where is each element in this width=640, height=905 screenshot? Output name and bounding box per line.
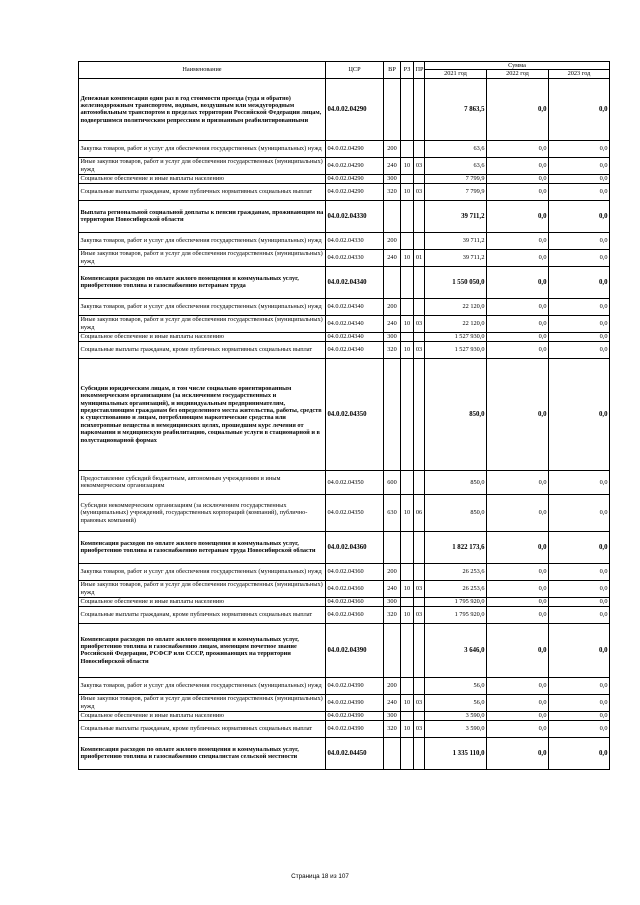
cell-sum-2022: 0,0 [487, 623, 549, 677]
cell-pr [414, 623, 425, 677]
cell-vr: 200 [384, 563, 401, 580]
cell-csr: 04.0.02.04340 [326, 315, 384, 332]
cell-pr: 03 [414, 157, 425, 174]
cell-vr [384, 623, 401, 677]
cell-csr: 04.0.02.04390 [326, 694, 384, 711]
cell-pr: 03 [414, 183, 425, 200]
cell-name: Социальные выплаты гражданам, кроме публичных нормативных социальных выплат [79, 606, 326, 623]
cell-sum-2023: 0,0 [549, 183, 610, 200]
budget-table [78, 61, 610, 770]
cell-sum-2021: 26 253,6 [425, 580, 487, 597]
cell-sum-2023: 0,0 [549, 332, 610, 341]
cell-rz [401, 470, 414, 494]
cell-sum-2021: 1 527 930,0 [425, 341, 487, 358]
table-row [79, 332, 610, 341]
cell-csr: 04.0.02.04330 [326, 249, 384, 266]
cell-rz: 10 [401, 249, 414, 266]
cell-rz: 10 [401, 606, 414, 623]
cell-sum-2023: 0,0 [549, 694, 610, 711]
header-2023: 2023 год [549, 70, 610, 78]
header-rz: РЗ [401, 62, 414, 79]
header-csr: ЦСР [326, 62, 384, 79]
cell-sum-2023: 0,0 [549, 358, 610, 470]
cell-name: Компенсация расходов по оплате жилого помещения и коммунальных услуг, приобретению топлива и газоснабжению ветеранам труда Новосибирской области [79, 531, 326, 563]
cell-sum-2021: 1 550 050,0 [425, 266, 487, 298]
cell-vr: 320 [384, 183, 401, 200]
cell-vr: 240 [384, 157, 401, 174]
cell-vr: 320 [384, 606, 401, 623]
cell-sum-2022: 0,0 [487, 711, 549, 720]
cell-sum-2023: 0,0 [549, 200, 610, 232]
table-row [79, 623, 610, 677]
cell-csr: 04.0.02.04290 [326, 78, 384, 140]
cell-sum-2022: 0,0 [487, 358, 549, 470]
cell-vr [384, 78, 401, 140]
cell-vr: 240 [384, 315, 401, 332]
cell-vr: 240 [384, 694, 401, 711]
cell-csr: 04.0.02.04350 [326, 494, 384, 531]
cell-csr: 04.0.02.04390 [326, 720, 384, 737]
cell-rz [401, 531, 414, 563]
cell-sum-2023: 0,0 [549, 580, 610, 597]
cell-pr [414, 332, 425, 341]
cell-sum-2022: 0,0 [487, 232, 549, 249]
table-row [79, 140, 610, 157]
cell-name: Субсидии некоммерческим организациям (за исключением государственных (муниципальных) учреждений, государственных корпораций (компаний), публично-правовых компаний) [79, 494, 326, 531]
cell-sum-2022: 0,0 [487, 249, 549, 266]
cell-sum-2021: 22 120,0 [425, 298, 487, 315]
cell-name: Закупка товаров, работ и услуг для обеспечения государственных (муниципальных) нужд [79, 298, 326, 315]
cell-sum-2021: 39 711,2 [425, 249, 487, 266]
cell-pr [414, 200, 425, 232]
cell-sum-2023: 0,0 [549, 78, 610, 140]
cell-sum-2023: 0,0 [549, 623, 610, 677]
cell-vr [384, 266, 401, 298]
cell-sum-2023: 0,0 [549, 298, 610, 315]
cell-sum-2021: 22 120,0 [425, 315, 487, 332]
cell-name: Социальные выплаты гражданам, кроме публичных нормативных социальных выплат [79, 183, 326, 200]
header-sum: Сумма [425, 62, 610, 70]
cell-pr [414, 597, 425, 606]
cell-sum-2022: 0,0 [487, 315, 549, 332]
header-vr: ВР [384, 62, 401, 79]
cell-pr: 03 [414, 341, 425, 358]
cell-pr [414, 78, 425, 140]
cell-sum-2021: 850,0 [425, 470, 487, 494]
cell-sum-2022: 0,0 [487, 580, 549, 597]
cell-sum-2021: 7 799,9 [425, 183, 487, 200]
cell-sum-2023: 0,0 [549, 677, 610, 694]
cell-rz: 10 [401, 157, 414, 174]
cell-pr: 01 [414, 249, 425, 266]
cell-name: Социальное обеспечение и иные выплаты населению [79, 711, 326, 720]
cell-csr: 04.0.02.04390 [326, 623, 384, 677]
table-row [79, 580, 610, 597]
table-row [79, 249, 610, 266]
cell-rz: 10 [401, 580, 414, 597]
cell-csr: 04.0.02.04350 [326, 358, 384, 470]
cell-name: Иные закупки товаров, работ и услуг для обеспечения государственных (муниципальных) нужд [79, 249, 326, 266]
table-row [79, 266, 610, 298]
cell-rz [401, 358, 414, 470]
cell-rz: 10 [401, 315, 414, 332]
cell-sum-2023: 0,0 [549, 720, 610, 737]
page-number: Страница 18 из 107 [291, 873, 349, 880]
table-body [79, 78, 610, 769]
cell-vr: 300 [384, 174, 401, 183]
cell-pr: 03 [414, 580, 425, 597]
cell-sum-2021: 39 711,2 [425, 232, 487, 249]
cell-sum-2023: 0,0 [549, 232, 610, 249]
cell-csr: 04.0.02.04290 [326, 157, 384, 174]
cell-sum-2021: 1 795 920,0 [425, 597, 487, 606]
cell-sum-2021: 39 711,2 [425, 200, 487, 232]
cell-sum-2021: 63,6 [425, 157, 487, 174]
cell-csr: 04.0.02.04290 [326, 140, 384, 157]
cell-rz [401, 174, 414, 183]
cell-pr [414, 174, 425, 183]
header-name: Наименование [79, 62, 326, 79]
cell-sum-2021: 56,0 [425, 677, 487, 694]
table-row [79, 711, 610, 720]
cell-sum-2022: 0,0 [487, 494, 549, 531]
cell-sum-2021: 56,0 [425, 694, 487, 711]
table-row [79, 694, 610, 711]
table-row [79, 563, 610, 580]
cell-rz [401, 623, 414, 677]
cell-sum-2022: 0,0 [487, 140, 549, 157]
cell-name: Компенсация расходов по оплате жилого помещения и коммунальных услуг, приобретению топлива и газоснабжению специалистам сельской местности [79, 737, 326, 769]
cell-sum-2023: 0,0 [549, 711, 610, 720]
cell-csr: 04.0.02.04360 [326, 597, 384, 606]
cell-rz [401, 737, 414, 769]
cell-sum-2022: 0,0 [487, 332, 549, 341]
cell-sum-2021: 850,0 [425, 494, 487, 531]
cell-csr: 04.0.02.04390 [326, 677, 384, 694]
cell-vr [384, 531, 401, 563]
cell-name: Иные закупки товаров, работ и услуг для обеспечения государственных (муниципальных) нужд [79, 580, 326, 597]
cell-name: Закупка товаров, работ и услуг для обеспечения государственных (муниципальных) нужд [79, 563, 326, 580]
cell-sum-2023: 0,0 [549, 315, 610, 332]
cell-pr [414, 563, 425, 580]
cell-sum-2021: 63,6 [425, 140, 487, 157]
table-row [79, 232, 610, 249]
cell-name: Субсидии юридическим лицам, в том числе социально ориентированным некоммерческим организациям (за исключением государственных и муниципальных организаций), и индивидуальным предпринимателям, предоставляющим гражданам без определенного места жительства, работы, средств к существованию и лицам, потребляющим наркотические средства или психотропные вещества в немедицинских целях, прошедшим курс лечения от наркомании и медицинскую реабилитацию, социальные услуги в стационарной и в полустационарной формах [79, 358, 326, 470]
cell-sum-2021: 1 527 930,0 [425, 332, 487, 341]
cell-sum-2021: 3 590,0 [425, 711, 487, 720]
cell-csr: 04.0.02.04450 [326, 737, 384, 769]
cell-sum-2022: 0,0 [487, 531, 549, 563]
table-row [79, 531, 610, 563]
cell-csr: 04.0.02.04360 [326, 580, 384, 597]
cell-sum-2022: 0,0 [487, 677, 549, 694]
cell-name: Выплата региональной социальной доплаты к пенсии гражданам, проживающим на территории Новосибирской области [79, 200, 326, 232]
cell-pr [414, 358, 425, 470]
cell-csr: 04.0.02.04360 [326, 606, 384, 623]
cell-sum-2022: 0,0 [487, 470, 549, 494]
cell-rz: 10 [401, 720, 414, 737]
cell-sum-2023: 0,0 [549, 563, 610, 580]
cell-sum-2021: 26 253,6 [425, 563, 487, 580]
cell-sum-2021: 1 795 920,0 [425, 606, 487, 623]
cell-sum-2023: 0,0 [549, 531, 610, 563]
cell-vr: 300 [384, 332, 401, 341]
cell-vr: 630 [384, 494, 401, 531]
table-row [79, 298, 610, 315]
cell-csr: 04.0.02.04360 [326, 531, 384, 563]
cell-sum-2022: 0,0 [487, 694, 549, 711]
cell-sum-2021: 1 335 110,0 [425, 737, 487, 769]
cell-name: Денежная компенсация один раз в год стоимости проезда (туда и обратно) железнодорожным транспортом, водным, воздушным или междугородным автомобильным транспортом в пределах территории Российской Федерации лицам, подвергшимся политическим репрессиям и признанным реабилитированными [79, 78, 326, 140]
cell-rz [401, 78, 414, 140]
cell-rz [401, 597, 414, 606]
cell-sum-2022: 0,0 [487, 720, 549, 737]
cell-pr [414, 266, 425, 298]
cell-vr: 300 [384, 597, 401, 606]
cell-sum-2021: 850,0 [425, 358, 487, 470]
cell-sum-2023: 0,0 [549, 597, 610, 606]
table-row [79, 315, 610, 332]
cell-name: Закупка товаров, работ и услуг для обеспечения государственных (муниципальных) нужд [79, 140, 326, 157]
cell-rz [401, 332, 414, 341]
cell-sum-2022: 0,0 [487, 174, 549, 183]
cell-sum-2022: 0,0 [487, 200, 549, 232]
cell-vr: 240 [384, 580, 401, 597]
cell-vr: 240 [384, 249, 401, 266]
cell-sum-2022: 0,0 [487, 563, 549, 580]
cell-vr: 300 [384, 711, 401, 720]
cell-csr: 04.0.02.04360 [326, 563, 384, 580]
cell-vr [384, 200, 401, 232]
cell-pr [414, 737, 425, 769]
cell-vr: 200 [384, 140, 401, 157]
cell-rz: 10 [401, 341, 414, 358]
cell-vr [384, 358, 401, 470]
cell-sum-2023: 0,0 [549, 470, 610, 494]
header-2021: 2021 год [425, 70, 487, 78]
cell-sum-2022: 0,0 [487, 266, 549, 298]
table-row [79, 174, 610, 183]
cell-pr: 03 [414, 694, 425, 711]
cell-pr: 03 [414, 606, 425, 623]
cell-pr [414, 298, 425, 315]
cell-rz [401, 563, 414, 580]
cell-sum-2022: 0,0 [487, 183, 549, 200]
cell-sum-2023: 0,0 [549, 494, 610, 531]
cell-csr: 04.0.02.04350 [326, 470, 384, 494]
cell-pr [414, 140, 425, 157]
cell-sum-2021: 3 590,0 [425, 720, 487, 737]
cell-pr [414, 232, 425, 249]
cell-vr: 600 [384, 470, 401, 494]
cell-name: Иные закупки товаров, работ и услуг для обеспечения государственных (муниципальных) нужд [79, 157, 326, 174]
table-row [79, 157, 610, 174]
cell-vr: 320 [384, 720, 401, 737]
cell-sum-2021: 1 822 173,6 [425, 531, 487, 563]
cell-sum-2022: 0,0 [487, 341, 549, 358]
table-header [79, 62, 610, 79]
cell-name: Компенсация расходов по оплате жилого помещения и коммунальных услуг, приобретению топлива и газоснабжению ветеранам труда [79, 266, 326, 298]
cell-csr: 04.0.02.04340 [326, 266, 384, 298]
cell-name: Социальное обеспечение и иные выплаты населению [79, 174, 326, 183]
cell-csr: 04.0.02.04290 [326, 183, 384, 200]
cell-sum-2021: 7 863,5 [425, 78, 487, 140]
cell-name: Предоставление субсидий бюджетным, автономным учреждениям и иным некоммерческим организациям [79, 470, 326, 494]
cell-rz [401, 232, 414, 249]
cell-rz [401, 140, 414, 157]
table-row [79, 200, 610, 232]
cell-rz: 10 [401, 494, 414, 531]
cell-sum-2022: 0,0 [487, 737, 549, 769]
cell-vr: 200 [384, 298, 401, 315]
cell-csr: 04.0.02.04340 [326, 298, 384, 315]
cell-name: Социальное обеспечение и иные выплаты населению [79, 332, 326, 341]
cell-sum-2022: 0,0 [487, 157, 549, 174]
cell-pr [414, 711, 425, 720]
table-row [79, 720, 610, 737]
cell-pr: 03 [414, 720, 425, 737]
cell-name: Закупка товаров, работ и услуг для обеспечения государственных (муниципальных) нужд [79, 677, 326, 694]
cell-csr: 04.0.02.04330 [326, 232, 384, 249]
cell-vr: 320 [384, 341, 401, 358]
cell-csr: 04.0.02.04390 [326, 711, 384, 720]
cell-name: Иные закупки товаров, работ и услуг для обеспечения государственных (муниципальных) нужд [79, 315, 326, 332]
header-2022: 2022 год [487, 70, 549, 78]
cell-name: Социальные выплаты гражданам, кроме публичных нормативных социальных выплат [79, 720, 326, 737]
table-row [79, 341, 610, 358]
cell-rz [401, 711, 414, 720]
cell-csr: 04.0.02.04340 [326, 341, 384, 358]
cell-pr: 06 [414, 494, 425, 531]
cell-csr: 04.0.02.04330 [326, 200, 384, 232]
cell-pr: 03 [414, 315, 425, 332]
table-row [79, 358, 610, 470]
cell-sum-2022: 0,0 [487, 606, 549, 623]
cell-rz [401, 200, 414, 232]
table-row [79, 737, 610, 769]
cell-sum-2023: 0,0 [549, 157, 610, 174]
cell-name: Компенсация расходов по оплате жилого помещения и коммунальных услуг, приобретению топлива и газоснабжению лицам, имеющим почетное звание Российской Федерации, РСФСР или СССР, проживающих на территории Новосибирской области [79, 623, 326, 677]
cell-name: Социальные выплаты гражданам, кроме публичных нормативных социальных выплат [79, 341, 326, 358]
cell-name: Иные закупки товаров, работ и услуг для обеспечения государственных (муниципальных) нужд [79, 694, 326, 711]
cell-csr: 04.0.02.04290 [326, 174, 384, 183]
cell-csr: 04.0.02.04340 [326, 332, 384, 341]
table-row [79, 78, 610, 140]
cell-sum-2023: 0,0 [549, 341, 610, 358]
header-pr: ПР [414, 62, 425, 79]
cell-name: Закупка товаров, работ и услуг для обеспечения государственных (муниципальных) нужд [79, 232, 326, 249]
cell-sum-2023: 0,0 [549, 249, 610, 266]
cell-rz: 10 [401, 183, 414, 200]
cell-sum-2023: 0,0 [549, 606, 610, 623]
cell-rz: 10 [401, 694, 414, 711]
cell-sum-2023: 0,0 [549, 737, 610, 769]
cell-sum-2021: 3 646,0 [425, 623, 487, 677]
table-row [79, 494, 610, 531]
cell-rz [401, 298, 414, 315]
table-row [79, 470, 610, 494]
cell-pr [414, 470, 425, 494]
table-row [79, 183, 610, 200]
cell-rz [401, 266, 414, 298]
cell-rz [401, 677, 414, 694]
cell-pr [414, 531, 425, 563]
cell-pr [414, 677, 425, 694]
cell-vr: 200 [384, 677, 401, 694]
cell-sum-2022: 0,0 [487, 597, 549, 606]
table-row [79, 677, 610, 694]
table-row [79, 606, 610, 623]
cell-sum-2023: 0,0 [549, 266, 610, 298]
cell-sum-2023: 0,0 [549, 140, 610, 157]
cell-sum-2022: 0,0 [487, 78, 549, 140]
cell-name: Социальное обеспечение и иные выплаты населению [79, 597, 326, 606]
cell-sum-2021: 7 799,9 [425, 174, 487, 183]
cell-sum-2023: 0,0 [549, 174, 610, 183]
budget-sheet [78, 61, 609, 770]
cell-sum-2022: 0,0 [487, 298, 549, 315]
table-row [79, 597, 610, 606]
cell-vr [384, 737, 401, 769]
cell-vr: 200 [384, 232, 401, 249]
